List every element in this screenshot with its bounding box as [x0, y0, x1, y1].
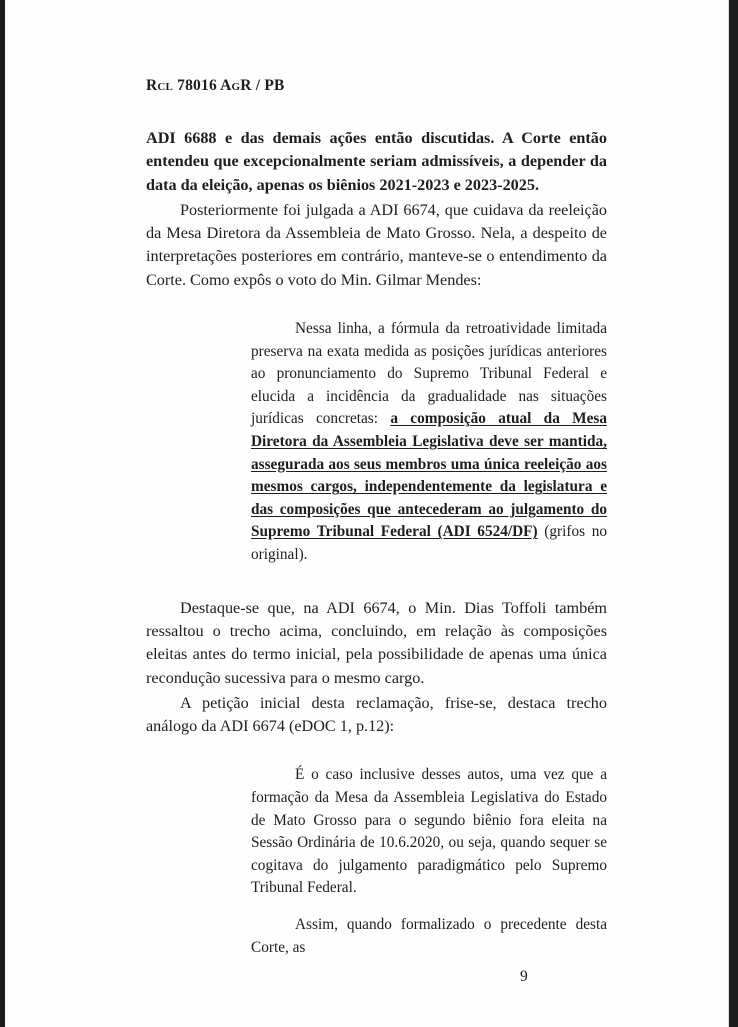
page-content [146, 0, 607, 1027]
quote-text: Nessa linha, a fórmula da retroatividade limitada preserva na exata medida as posições jurídicas anteriores ao pronunciamento do Supremo Tribunal Federal e elucida a incidência da gradualidade nas situações jurídicas concretas: [251, 320, 607, 428]
paragraph-continuation: ADI 6688 e das demais ações então discutidas. A Corte então entendeu que excepcionalmente seriam admissíveis, a depender da data da eleição, apenas os biênios 2021-2023 e 2023-2025. [146, 129, 607, 194]
document-page [5, 0, 729, 1027]
document-header: Rcl 78016 AgR / PB [146, 77, 285, 94]
paragraph-dias-toffoli: Destaque-se que, na ADI 6674, o Min. Dias Toffoli também ressaltou o trecho acima, concluindo, em relação às composições eleitas antes do termo inicial, pela possibilidade de apenas uma única recondução sucessiva para o mesmo cargo. [146, 598, 607, 687]
blockquote-peticao: É o caso inclusive desses autos, uma vez que a formação da Mesa da Assembleia Legislativa do Estado de Mato Grosso para o segundo biênio fora eleita na Sessão Ordinária de 10.6.2020, ou seja, quando sequer se cogitava do julgamento paradigmático pelo Supremo Tribunal Federal. [251, 766, 607, 897]
page-number: 9 [520, 968, 528, 986]
blockquote-gilmar-mendes [251, 318, 607, 567]
quote-emphasis: a composição atual da Mesa Diretora da Assembleia Legislativa deve ser mantida, assegurada aos seus membros uma única reeleição aos mesmos cargos, independentemente da legislatura e das composições que antecederam ao julgamento do Supremo Tribunal Federal (ADI 6524/DF) [251, 410, 607, 541]
quote-suffix: (grifos no original). [251, 523, 607, 564]
paragraph-peticao-inicial: A petição inicial desta reclamação, frise-se, destaca trecho análogo da ADI 6674 (eDOC 1, p.12): [146, 693, 607, 736]
paragraph-adi-6674: Posteriormente foi julgada a ADI 6674, que cuidava da reeleição da Mesa Diretora da Assembleia de Mato Grosso. Nela, a despeito de interpretações posteriores em contrário, manteve-se o entendimento da Corte. Como expôs o voto do Min. Gilmar Mendes: [146, 200, 607, 289]
blockquote-continuation: Assim, quando formalizado o precedente desta Corte, as [251, 915, 607, 956]
